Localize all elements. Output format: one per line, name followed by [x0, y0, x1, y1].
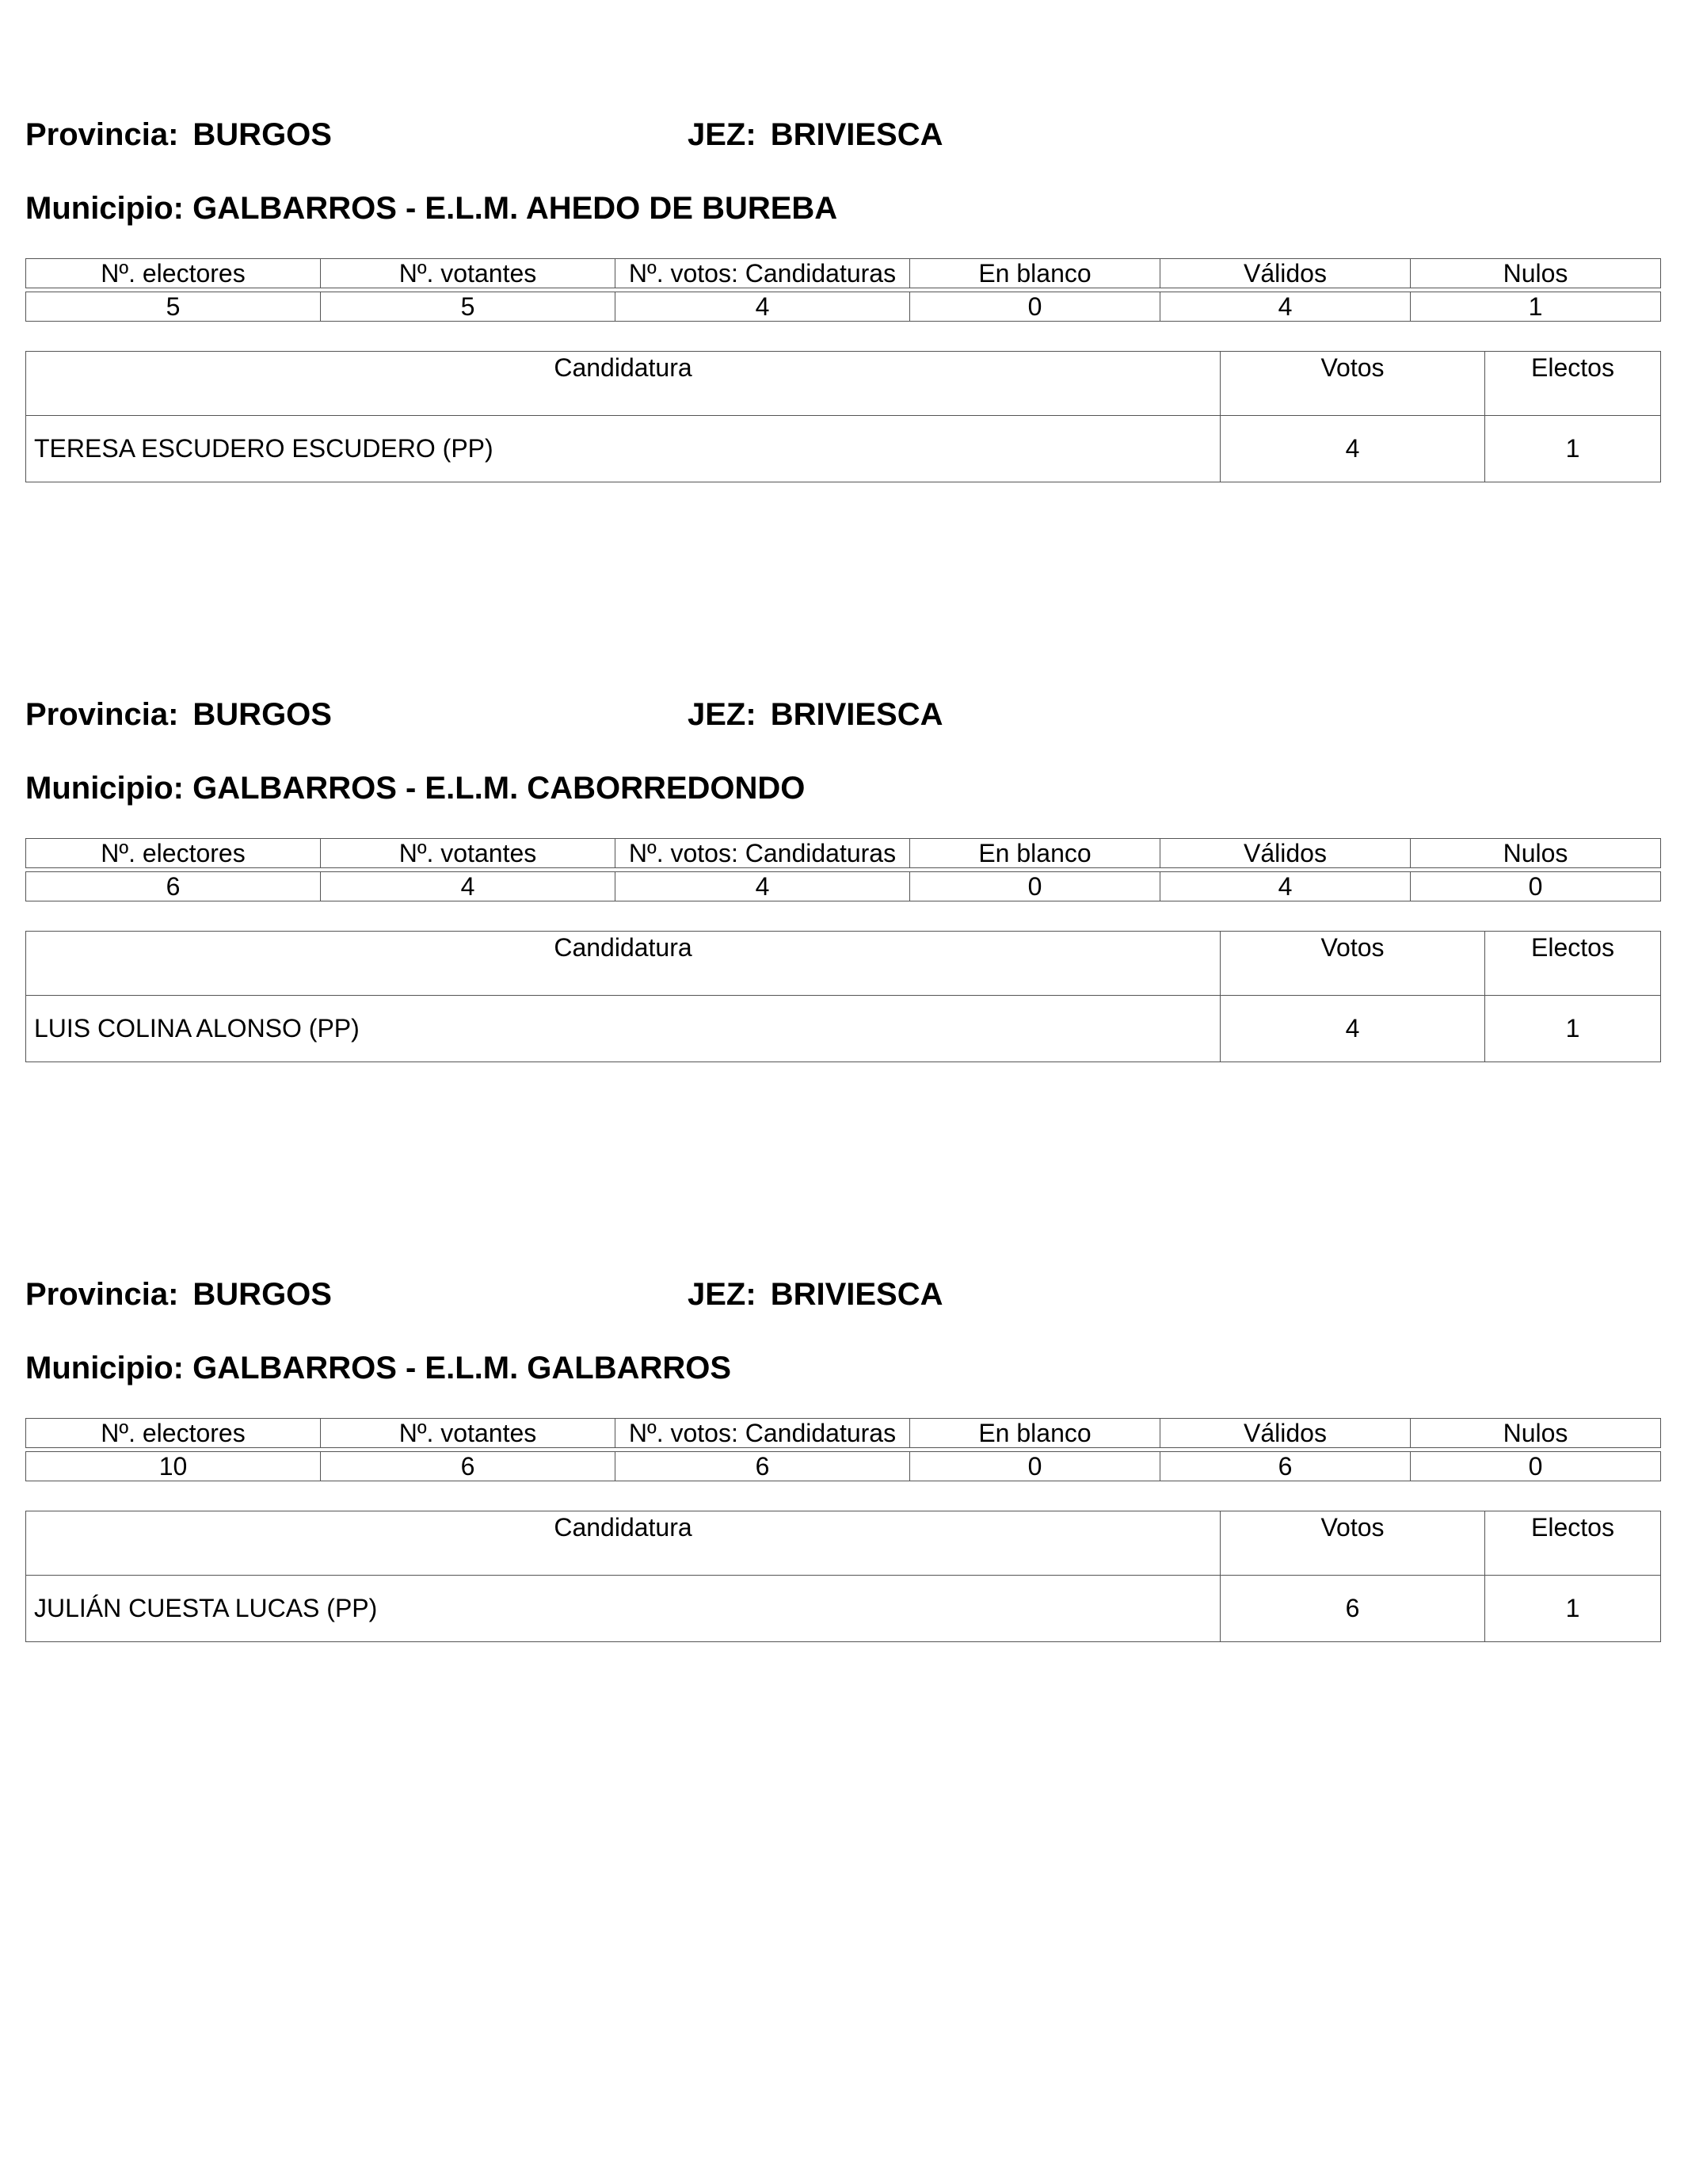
jez-heading — [688, 116, 943, 154]
stats-header-cell: Nulos — [1411, 839, 1661, 868]
provincia-value: BURGOS — [192, 697, 332, 732]
stats-value-cell: 5 — [321, 292, 615, 322]
jez-label: JEZ: — [688, 117, 756, 152]
jez-label: JEZ: — [688, 1277, 756, 1312]
stats-value-cell: 6 — [1160, 1452, 1411, 1481]
stats-table — [25, 1418, 1661, 1481]
stats-header-row — [26, 259, 1661, 288]
candidate-votos: 4 — [1221, 996, 1485, 1062]
candidate-electos: 1 — [1485, 1576, 1661, 1642]
candidatura-header: Candidatura — [26, 1511, 1221, 1576]
jez-label: JEZ: — [688, 697, 756, 732]
stats-header-cell: Nº. votos: Candidaturas — [615, 839, 910, 868]
stats-value-cell: 6 — [321, 1452, 615, 1481]
candidate-electos: 1 — [1485, 416, 1661, 482]
results-section — [25, 1275, 1660, 1687]
stats-value-cell: 0 — [910, 872, 1160, 901]
candidates-header-row — [26, 1511, 1661, 1576]
stats-header-cell: En blanco — [910, 259, 1160, 288]
provincia-label: Provincia: — [25, 697, 179, 732]
provincia-heading — [25, 116, 332, 154]
stats-value-cell: 0 — [1411, 872, 1661, 901]
stats-header-cell: Nulos — [1411, 259, 1661, 288]
stats-header-cell: Nº. votantes — [321, 839, 615, 868]
provincia-value: BURGOS — [192, 1277, 332, 1312]
stats-value-row — [26, 1452, 1661, 1481]
stats-value-cell: 4 — [1160, 292, 1411, 322]
municipio-label: Municipio: — [25, 191, 184, 226]
jez-value: BRIVIESCA — [770, 117, 943, 152]
stats-value-cell: 10 — [26, 1452, 321, 1481]
provincia-heading — [25, 1275, 332, 1313]
candidate-row — [26, 416, 1661, 482]
stats-header-cell: Nº. electores — [26, 1419, 321, 1448]
stats-value-cell: 0 — [910, 1452, 1160, 1481]
candidates-table — [25, 1511, 1661, 1642]
candidate-votos: 4 — [1221, 416, 1485, 482]
candidate-votos: 6 — [1221, 1576, 1485, 1642]
stats-header-cell: Nº. votos: Candidaturas — [615, 259, 910, 288]
stats-header-cell: Nº. votantes — [321, 259, 615, 288]
stats-table — [25, 838, 1661, 901]
provincia-value: BURGOS — [192, 117, 332, 152]
candidatura-header: Candidatura — [26, 932, 1221, 996]
candidates-table — [25, 931, 1661, 1062]
electos-header: Electos — [1485, 352, 1661, 416]
jez-value: BRIVIESCA — [770, 697, 943, 732]
stats-header-cell: Nulos — [1411, 1419, 1661, 1448]
results-section — [25, 116, 1660, 528]
stats-value-cell: 4 — [615, 292, 910, 322]
votos-header: Votos — [1221, 1511, 1485, 1576]
stats-table — [25, 258, 1661, 322]
municipio-value: GALBARROS - E.L.M. CABORREDONDO — [192, 771, 806, 806]
stats-header-cell: Nº. electores — [26, 259, 321, 288]
stats-value-row — [26, 872, 1661, 901]
electos-header: Electos — [1485, 932, 1661, 996]
municipio-heading — [25, 769, 805, 807]
stats-value-cell: 4 — [615, 872, 910, 901]
provincia-label: Provincia: — [25, 1277, 179, 1312]
stats-value-cell: 0 — [910, 292, 1160, 322]
stats-header-cell: Nº. votos: Candidaturas — [615, 1419, 910, 1448]
candidate-name: JULIÁN CUESTA LUCAS (PP) — [26, 1576, 1221, 1642]
candidate-row — [26, 1576, 1661, 1642]
stats-value-cell: 0 — [1411, 1452, 1661, 1481]
municipio-label: Municipio: — [25, 1351, 184, 1385]
stats-value-row — [26, 292, 1661, 322]
stats-header-cell: En blanco — [910, 839, 1160, 868]
stats-value-cell: 5 — [26, 292, 321, 322]
stats-value-cell: 4 — [321, 872, 615, 901]
candidatura-header: Candidatura — [26, 352, 1221, 416]
candidate-name: TERESA ESCUDERO ESCUDERO (PP) — [26, 416, 1221, 482]
electos-header: Electos — [1485, 1511, 1661, 1576]
stats-header-cell: En blanco — [910, 1419, 1160, 1448]
candidates-table — [25, 351, 1661, 482]
stats-header-cell: Nº. electores — [26, 839, 321, 868]
stats-value-cell: 6 — [615, 1452, 910, 1481]
municipio-value: GALBARROS - E.L.M. AHEDO DE BUREBA — [192, 191, 838, 226]
stats-header-row — [26, 1419, 1661, 1448]
jez-value: BRIVIESCA — [770, 1277, 943, 1312]
jez-heading — [688, 696, 943, 734]
municipio-heading — [25, 189, 837, 227]
candidate-name: LUIS COLINA ALONSO (PP) — [26, 996, 1221, 1062]
results-section — [25, 696, 1660, 1107]
stats-header-cell: Nº. votantes — [321, 1419, 615, 1448]
municipio-value: GALBARROS - E.L.M. GALBARROS — [192, 1351, 732, 1385]
provincia-label: Provincia: — [25, 117, 179, 152]
candidate-row — [26, 996, 1661, 1062]
stats-header-cell: Válidos — [1160, 1419, 1411, 1448]
candidates-header-row — [26, 932, 1661, 996]
votos-header: Votos — [1221, 352, 1485, 416]
stats-value-cell: 1 — [1411, 292, 1661, 322]
candidates-header-row — [26, 352, 1661, 416]
stats-header-row — [26, 839, 1661, 868]
stats-value-cell: 6 — [26, 872, 321, 901]
municipio-heading — [25, 1349, 731, 1387]
municipio-label: Municipio: — [25, 771, 184, 806]
provincia-heading — [25, 696, 332, 734]
jez-heading — [688, 1275, 943, 1313]
stats-header-cell: Válidos — [1160, 839, 1411, 868]
stats-value-cell: 4 — [1160, 872, 1411, 901]
candidate-electos: 1 — [1485, 996, 1661, 1062]
stats-header-cell: Válidos — [1160, 259, 1411, 288]
votos-header: Votos — [1221, 932, 1485, 996]
